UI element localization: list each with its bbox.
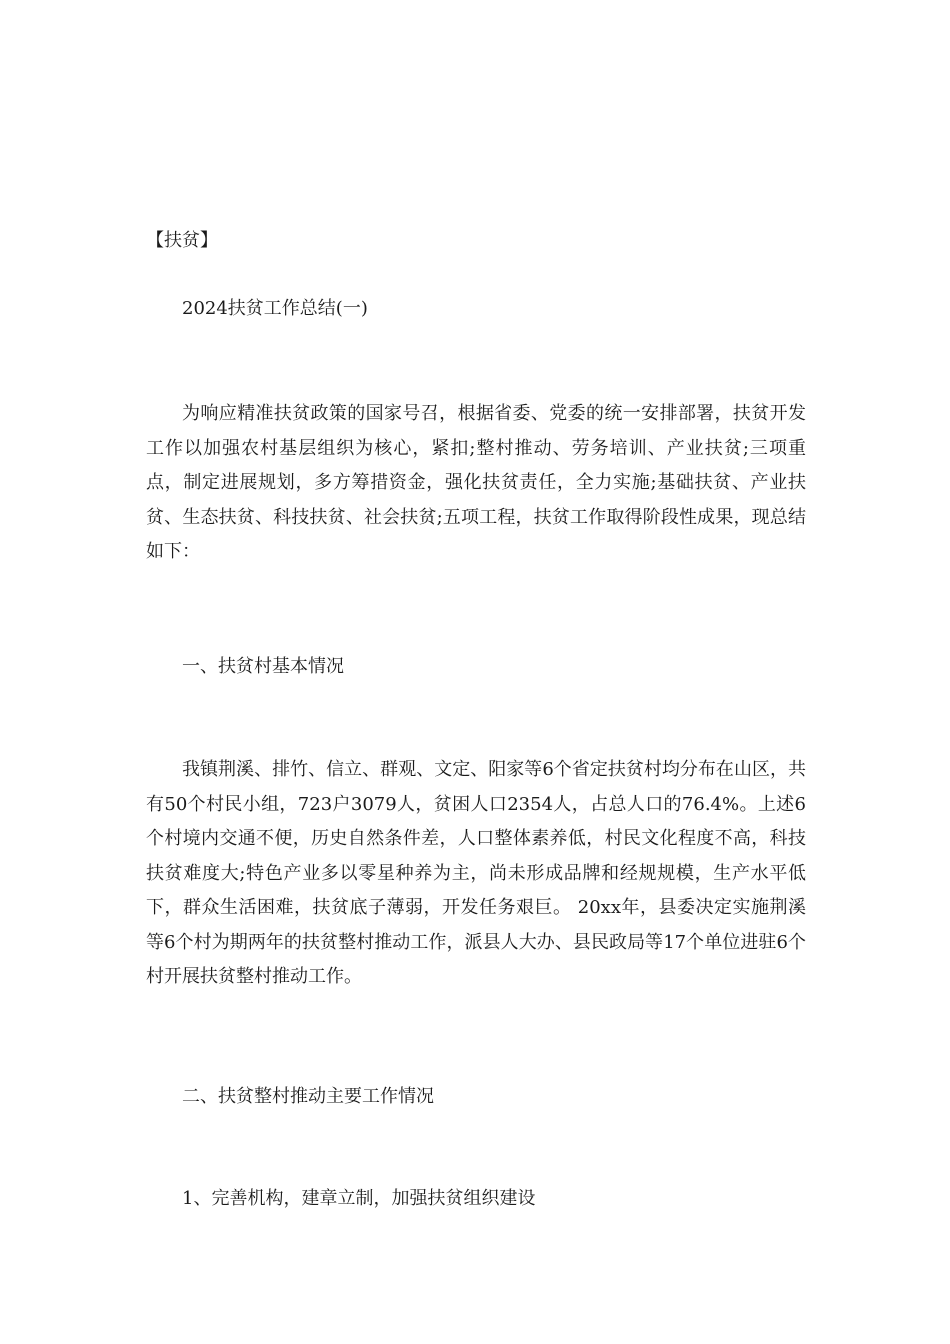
- section-2-heading: 二、扶贫整村推动主要工作情况: [182, 1086, 434, 1107]
- intro-paragraph: 为响应精准扶贫政策的国家号召，根据省委、党委的统一安排部署，扶贫开发工作以加强农村基层组织为核心，紧扣;整村推动、劳务培训、产业扶贫;三项重点，制定进展规划，多方筹措资金，强化扶贫责任，全力实施;基础扶贫、产业扶贫、生态扶贫、科技扶贫、社会扶贫;五项工程，扶贫工作取得阶段性成果，现总结如下：: [146, 403, 806, 562]
- document-title: 2024扶贫工作总结(一): [182, 298, 368, 319]
- section-1-heading: 一、扶贫村基本情况: [182, 656, 344, 677]
- document-category-tag: 【扶贫】: [146, 230, 218, 251]
- section-2-subheading: 1、完善机构，建章立制，加强扶贫组织建设: [182, 1188, 536, 1209]
- section-1-paragraph: 我镇荆溪、排竹、信立、群观、文定、阳家等6个省定扶贫村均分布在山区，共有50个村民小组，723户3079人，贫困人口2354人，占总人口的76.4%。上述6个村境内交通不便，历史自然条件差，人口整体素养低，村民文化程度不高，科技扶贫难度大;特色产业多以零星种养为主，尚未形成品牌和经规规模，生产水平低下，群众生活困难，扶贫底子薄弱，开发任务艰巨。 20xx年，县委决定实施荆溪等6个村为期两年的扶贫整村推动工作，派县人大办、县民政局等17个单位进驻6个村开展扶贫整村推动工作。: [146, 759, 806, 987]
